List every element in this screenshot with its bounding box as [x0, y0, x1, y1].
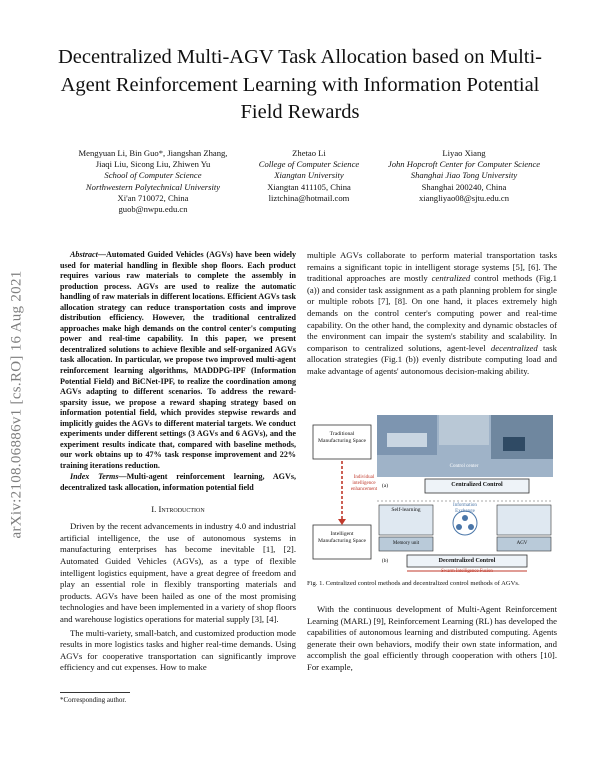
author-email: xiangliyao08@sjtu.edu.cn — [418, 192, 510, 203]
author-institution: Shanghai Jiao Tong University — [410, 170, 518, 181]
para3-b: control methods (Fig.1 (a)) and consider task assignment as a path planning problem for single or multiple robots [7], [8]. On one hand, it places extremely high demands on the control center's computing power and real-time capability. On the other hand, the complexity and dynamic obstacles of the environment can impair the system's stability and scalability. In comparison to centralized solutions, agent-level — [307, 273, 557, 353]
author-institution: Northwestern Polytechnical University — [85, 181, 221, 192]
arxiv-identifier: arXiv:2108.06886v1 [cs.RO] 16 Aug 2021 — [8, 270, 25, 539]
figure-caption: Fig. 1. Centralized control methods and decentralized control methods of AGVs. — [307, 580, 520, 587]
footnote-rule — [60, 692, 130, 693]
author-affiliation: School of Computer Science — [104, 170, 202, 181]
intro-paragraph-4: With the continuous development of Multi-Agent Reinforcement Learning (MARL) [9], Reinforcement Learning (RL) has developed the capabilities of autonomous learning and distributed computing. Agents generate their own behaviors, modify their own state information, and accomplish the goal efficiently through cooperation with others [10]. For example, — [307, 604, 557, 672]
author-city: Xi'an 710072, China — [117, 192, 189, 203]
author-block-1 — [58, 148, 248, 215]
paper-title: Decentralized Multi-AGV Task Allocation based on Multi-Agent Reinforcement Learning with Information Potential Field Rewards — [57, 46, 542, 123]
intro-paragraph-2: The multi-variety, small-batch, and customized production mode results in more logistics tasks and higher real-time demands. Using AGVs for cooperative transportation can significantly improve efficiency and cut expenses. How to make — [60, 627, 296, 673]
author-city: Xiangtan 411105, China — [267, 181, 351, 192]
author-names-2: Jiaqi Liu, Sicong Liu, Zhiwen Yu — [95, 159, 211, 170]
author-email: guob@nwpu.edu.cn — [118, 204, 188, 215]
author-city: Shanghai 200240, China — [421, 181, 507, 192]
traditional-space-label: Traditional Manufacturing Space — [318, 431, 366, 444]
centralized-control-label: Centralized Control — [451, 482, 503, 488]
index-terms-label: Index Terms — [70, 472, 119, 482]
author-block-2 — [244, 148, 374, 204]
index-terms-text: —Multi-agent reinforcement learning, AGVs, decentralized task allocation, information potential field — [60, 472, 296, 493]
author-names: Zhetao Li — [292, 148, 326, 158]
author-affiliation: John Hopcroft Center for Computer Science — [387, 159, 541, 170]
para3-em-decentralized: decentralized — [490, 342, 538, 353]
abstract — [60, 250, 296, 471]
information-exchange-label: Information Exchange — [453, 503, 477, 514]
para3-em-centralized: centralized — [431, 273, 471, 284]
agv-label: AGV — [516, 541, 528, 546]
panel-b-label: (b) — [381, 558, 389, 564]
left-column — [60, 250, 296, 674]
swarm-fusion-label: Swarm Intelligence Fusion — [441, 569, 493, 574]
footnote: *Corresponding author. — [60, 696, 127, 704]
intro-paragraph-1: Driven by the recent advancements in industry 4.0 and industrial artificial intelligence, the use of autonomous systems in manufacturing enterprises has become inevitable [1], [2]. Automated Guided Vehicles (AGVs), as a type of flexible intelligent logistics equipment, have a great degree of freedom and play an essential role in flexibly transporting materials and products. AGVs have been hailed as one of the most promising technologies and have been implemented in a variety of shop floors and warehouse logistics operations for material supply [3], [4]. — [60, 521, 296, 624]
intelligent-space-label: Intelligent Manufacturing Space — [318, 531, 366, 544]
panel-a-label: (a) — [381, 483, 389, 489]
intro-paragraph-3 — [307, 250, 557, 378]
decentralized-control-label: Decentralized Control — [438, 558, 496, 564]
author-names: Mengyuan Li, Bin Guo*, Jiangshan Zhang, — [78, 148, 228, 158]
author-email: liztchina@hotmail.com — [268, 192, 350, 203]
para3-a: multiple AGVs collaborate to perform material transportation tasks remains a significant topic in intelligent storage systems [5], [6]. The traditional approaches are mostly — [307, 250, 557, 284]
author-institution: Xiangtan University — [274, 170, 344, 181]
control-center-label: Control center — [449, 464, 479, 469]
self-learning-label: Self-learning — [391, 507, 421, 513]
index-terms — [60, 472, 296, 493]
abstract-text: —Automated Guided Vehicles (AGVs) have been widely used for material handling in flexible shop floors. Each product requires various raw materials to complete the assembly in production process. AGVs are used to realize the automatic handling of raw materials in different locations. Efficient AGVs task allocation strategy can reduce transportation costs and improve distribution efficiency. However, the traditional centralized approaches make high demands on the control center's computing power and real-time capability. In this paper, we present decentralized solutions to achieve flexible and self-organized AGVs task allocation. In particular, we propose two improved multi-agent reinforcement learning algorithms, MADDPG-IPF (Information Potential Field) and BiCNet-IPF, to realize the coordination among AGVs adapting to different scenarios. To address the reward-sparsity issue, we propose a reward shaping strategy based on information potential field, which provides stepwise rewards and implicitly guides the AGVs to different material targets. We conduct experiments under different settings (3 AGVs and 6 AGVs), and the experiment results indicate that, compared with baseline methods, our work obtains up to 47% task response improvement and 22% training iterations reduction. — [60, 250, 296, 470]
memory-label: Memory unit — [392, 541, 420, 546]
section-heading: I. Introduction — [151, 503, 205, 514]
figure-1 — [307, 413, 557, 573]
arrow-label: Individual intelligence enhancement — [350, 475, 378, 492]
right-column-top — [307, 250, 557, 378]
abstract-label: Abstract — [70, 250, 98, 259]
author-block-3 — [366, 148, 562, 204]
para3-c: task allocation strategies (Fig.1 (b)) evenly distribute computing load and make advantage of agents' autonomous decision-making ability. — [307, 342, 558, 376]
author-affiliation: College of Computer Science — [258, 159, 360, 170]
author-names: Liyao Xiang — [442, 148, 486, 158]
right-column-bottom — [307, 604, 557, 674]
